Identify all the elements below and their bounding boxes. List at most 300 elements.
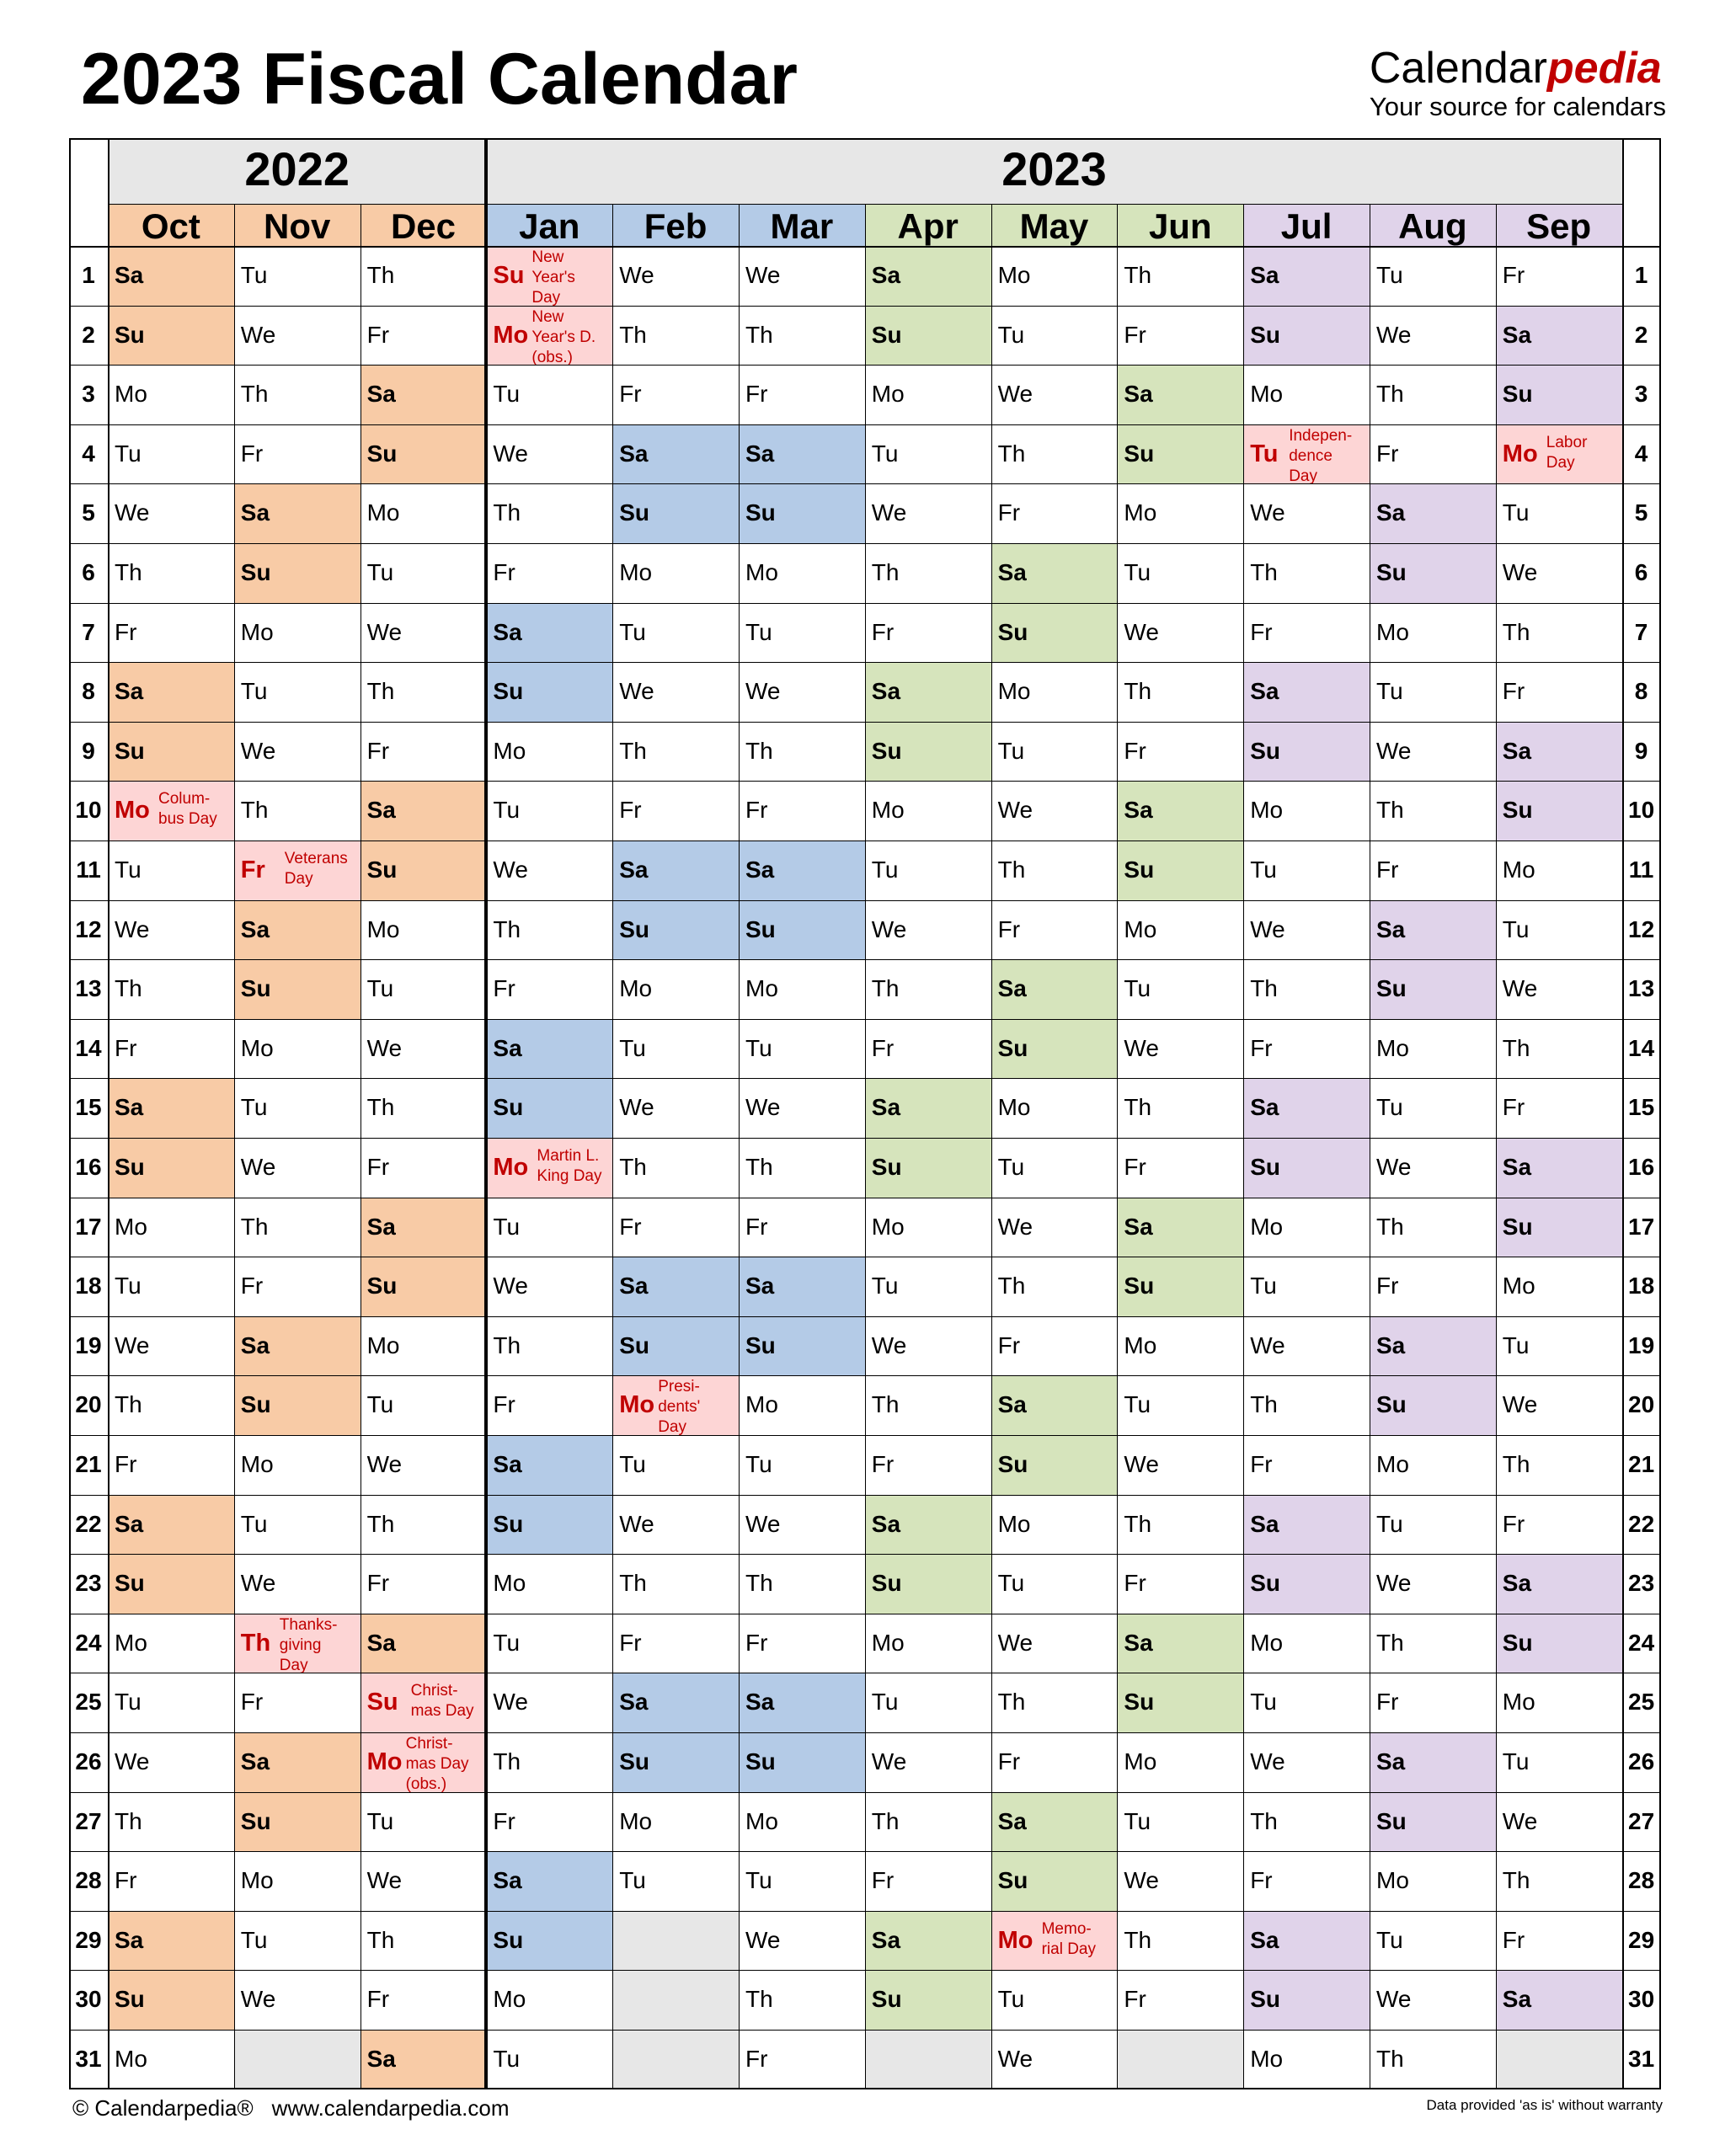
weekday-label: We — [493, 1273, 528, 1299]
day-cell — [360, 1911, 487, 1971]
holiday-label-line: Memo- — [1041, 1919, 1092, 1938]
day-cell — [108, 1732, 234, 1792]
day-cell — [1117, 900, 1243, 960]
day-cell — [991, 1673, 1118, 1732]
weekday-label: Th — [240, 381, 269, 408]
weekday-label: Th — [619, 737, 647, 764]
weekday-label: Th — [871, 1391, 900, 1418]
day-cell — [108, 603, 234, 663]
day-cell — [486, 1911, 612, 1971]
year-header-2023: 2023 — [486, 138, 1621, 204]
day-cell — [486, 306, 612, 366]
holiday-label-line: Martin L. — [537, 1147, 600, 1165]
day-cell — [108, 1019, 234, 1079]
holiday-label-line: rial Day — [1041, 1940, 1096, 1958]
weekday-label: Fr — [997, 499, 1021, 526]
weekday-label: Mo — [1124, 1331, 1157, 1358]
day-cell — [234, 781, 360, 841]
day-cell — [739, 1019, 865, 1079]
weekday-label: Su — [997, 1867, 1028, 1894]
weekday-label: Mo — [871, 1213, 905, 1240]
day-cell — [991, 1435, 1118, 1495]
weekday-label: Th — [619, 321, 647, 348]
day-cell — [991, 1316, 1118, 1376]
day-cell — [1117, 1614, 1243, 1673]
day-cell — [234, 246, 360, 306]
day-cell — [865, 1078, 991, 1138]
day-cell — [1496, 900, 1622, 960]
day-cell — [1496, 1078, 1622, 1138]
day-cell — [360, 1198, 487, 1257]
weekday-label: Sa — [240, 499, 270, 526]
day-cell — [1117, 1138, 1243, 1198]
weekday-label: Su — [1502, 1629, 1533, 1656]
weekday-label: Sa — [997, 1807, 1027, 1834]
day-cell — [991, 781, 1118, 841]
weekday-label: Su — [1250, 321, 1280, 348]
month-header-mar: Mar — [739, 204, 865, 246]
weekday-label: Tu — [1124, 975, 1151, 1002]
day-cell — [739, 1554, 865, 1614]
day-cell — [108, 306, 234, 366]
weekday-label: Tu — [997, 737, 1025, 764]
website-link[interactable]: www.calendarpedia.com — [271, 2095, 510, 2121]
day-number-right: 3 — [1634, 381, 1648, 408]
day-cell — [739, 841, 865, 900]
day-cell — [612, 662, 739, 722]
month-header-may: May — [991, 204, 1118, 246]
empty-cell — [865, 2030, 991, 2089]
weekday-label: Tu — [240, 678, 268, 705]
weekday-label: Mo — [493, 1986, 526, 2013]
weekday-label: Mo — [1376, 1451, 1409, 1477]
weekday-label: Mo — [745, 1807, 778, 1834]
weekday-label: Tu — [240, 1510, 268, 1537]
day-cell — [865, 1911, 991, 1971]
day-cell — [486, 841, 612, 900]
weekday-label: Th — [1124, 262, 1152, 288]
weekday-label: We — [1502, 559, 1538, 585]
day-cell — [991, 1911, 1118, 1971]
weekday-label: Tu — [240, 1926, 268, 1953]
day-cell — [1496, 483, 1622, 543]
day-cell — [234, 1078, 360, 1138]
weekday-label: Sa — [1124, 1629, 1153, 1656]
weekday-label: Th — [240, 1629, 271, 1657]
day-cell — [865, 662, 991, 722]
day-cell — [486, 1614, 612, 1673]
weekday-label: We — [871, 1748, 907, 1774]
day-cell — [1370, 2030, 1496, 2089]
weekday-label: Fr — [1376, 857, 1399, 883]
day-cell — [991, 424, 1118, 484]
day-cell — [1243, 1792, 1370, 1852]
copyright-text: © Calendarpedia® — [72, 2095, 254, 2121]
day-cell — [739, 365, 865, 424]
day-cell — [234, 1614, 360, 1673]
weekday-label: Su — [1124, 1689, 1155, 1716]
weekday-label: Sa — [871, 1510, 901, 1537]
day-cell — [234, 1375, 360, 1435]
weekday-label: We — [366, 1451, 403, 1477]
weekday-label: Th — [871, 559, 900, 585]
day-cell — [108, 900, 234, 960]
day-number-left: 17 — [75, 1213, 102, 1240]
weekday-label: We — [745, 262, 781, 288]
month-header-jul: Jul — [1243, 204, 1370, 246]
holiday-label — [280, 1615, 338, 1673]
weekday-label: Mo — [1502, 857, 1535, 883]
day-cell — [1370, 1792, 1496, 1852]
weekday-label: Su — [745, 1748, 776, 1774]
weekday-label: We — [1124, 1034, 1159, 1061]
day-cell — [991, 365, 1118, 424]
grid-border — [69, 138, 71, 2089]
weekday-label: Th — [115, 975, 142, 1002]
holiday-label-line: Indepen- — [1289, 426, 1353, 445]
weekday-label: Fr — [115, 1451, 137, 1477]
weekday-label: Mo — [1250, 2046, 1284, 2072]
day-cell — [360, 543, 487, 603]
day-cell — [1117, 1375, 1243, 1435]
day-cell — [108, 1138, 234, 1198]
weekday-label: Fr — [1250, 1034, 1273, 1061]
weekday-label: We — [1376, 321, 1412, 348]
day-number-right: 7 — [1634, 618, 1648, 645]
weekday-label: Su — [1250, 1570, 1280, 1597]
weekday-label: Fr — [115, 618, 137, 645]
day-cell — [865, 1792, 991, 1852]
month-header-feb: Feb — [612, 204, 739, 246]
day-cell — [234, 1554, 360, 1614]
day-cell — [486, 1375, 612, 1435]
day-number-right: 1 — [1634, 262, 1648, 288]
day-cell — [612, 603, 739, 663]
weekday-label: Th — [997, 1273, 1026, 1299]
day-cell — [612, 900, 739, 960]
day-cell — [991, 603, 1118, 663]
weekday-label: Su — [745, 1331, 776, 1358]
day-cell — [1243, 424, 1370, 484]
weekday-label: Mo — [240, 1034, 274, 1061]
day-cell — [1496, 1792, 1622, 1852]
weekday-label: Mo — [1124, 1748, 1157, 1774]
day-cell — [360, 1257, 487, 1316]
weekday-label: Su — [1250, 1986, 1280, 2013]
day-cell — [991, 1257, 1118, 1316]
day-cell — [1496, 1970, 1622, 2030]
weekday-label: Tu — [1250, 857, 1277, 883]
holiday-label-line: dence — [1289, 446, 1332, 465]
weekday-label: Tu — [1376, 1926, 1403, 1953]
weekday-label: Tu — [619, 1867, 646, 1894]
weekday-label: Sa — [240, 915, 270, 942]
day-cell — [486, 2030, 612, 2089]
weekday-label: Su — [1250, 737, 1280, 764]
weekday-label: Tu — [1376, 1094, 1403, 1121]
day-cell — [739, 603, 865, 663]
weekday-label: Sa — [366, 1213, 396, 1240]
day-cell — [865, 1495, 991, 1555]
day-cell — [360, 841, 487, 900]
weekday-label: Sa — [493, 1451, 522, 1477]
day-cell — [991, 1495, 1118, 1555]
day-cell — [739, 1970, 865, 2030]
grid-line — [1622, 138, 1624, 2089]
day-cell — [108, 662, 234, 722]
weekday-label: Sa — [745, 440, 775, 467]
weekday-label: Tu — [1376, 1510, 1403, 1537]
day-cell — [1243, 543, 1370, 603]
weekday-label: Fr — [1502, 678, 1525, 705]
weekday-label: Tu — [366, 1807, 394, 1834]
month-header-nov: Nov — [234, 204, 360, 246]
day-cell — [739, 1078, 865, 1138]
month-header-sep: Sep — [1496, 204, 1622, 246]
weekday-label: Th — [366, 1094, 395, 1121]
day-cell — [1117, 1257, 1243, 1316]
weekday-label: Sa — [619, 1689, 649, 1716]
weekday-label: We — [745, 678, 781, 705]
day-cell — [1370, 781, 1496, 841]
weekday-label: Tu — [1250, 1689, 1277, 1716]
day-cell — [1243, 1614, 1370, 1673]
weekday-label: We — [1124, 618, 1159, 645]
day-cell — [991, 1970, 1118, 2030]
weekday-label: Th — [1250, 1391, 1278, 1418]
day-number-right: 24 — [1628, 1629, 1655, 1656]
day-number-left: 31 — [75, 2046, 102, 2072]
day-cell — [108, 1495, 234, 1555]
weekday-label: Mo — [997, 1926, 1033, 1954]
day-cell — [991, 1375, 1118, 1435]
day-cell — [1117, 1019, 1243, 1079]
weekday-label: Fr — [366, 1570, 390, 1597]
weekday-label: Sa — [745, 857, 775, 883]
weekday-label: Sa — [997, 1391, 1027, 1418]
day-cell — [612, 424, 739, 484]
day-cell — [486, 722, 612, 782]
weekday-label: We — [745, 1926, 781, 1953]
weekday-label: Su — [1376, 1807, 1407, 1834]
weekday-label: Mo — [997, 1094, 1031, 1121]
day-cell — [612, 959, 739, 1019]
holiday-label-line: New — [531, 307, 564, 326]
weekday-label: Sa — [366, 1629, 396, 1656]
weekday-label: Sa — [619, 440, 649, 467]
day-cell — [486, 662, 612, 722]
day-number-right: 30 — [1628, 1986, 1655, 2013]
day-cell — [234, 603, 360, 663]
day-cell — [1496, 1198, 1622, 1257]
day-number-left: 3 — [82, 381, 95, 408]
day-cell — [1117, 1911, 1243, 1971]
day-cell — [1370, 365, 1496, 424]
day-cell — [234, 1970, 360, 2030]
holiday-label — [285, 849, 348, 889]
holiday-label-line: Year's — [531, 269, 575, 286]
weekday-label: We — [366, 1034, 403, 1061]
weekday-label: Tu — [745, 1034, 772, 1061]
day-cell — [739, 1138, 865, 1198]
weekday-label: Su — [115, 737, 145, 764]
day-cell — [1243, 1673, 1370, 1732]
weekday-label: Fr — [619, 1213, 642, 1240]
day-number-left: 5 — [82, 499, 95, 526]
weekday-label: We — [115, 1748, 150, 1774]
day-cell — [108, 1970, 234, 2030]
day-cell — [360, 246, 487, 306]
weekday-label: Th — [997, 857, 1026, 883]
day-number-right: 4 — [1634, 440, 1648, 467]
weekday-label: Tu — [997, 1986, 1025, 2013]
weekday-label: Mo — [493, 1570, 526, 1597]
day-cell — [612, 1138, 739, 1198]
weekday-label: Tu — [997, 1154, 1025, 1180]
day-cell — [108, 722, 234, 782]
weekday-label: Th — [1124, 678, 1152, 705]
day-cell — [1496, 781, 1622, 841]
weekday-label: We — [997, 381, 1033, 408]
day-cell — [1370, 1316, 1496, 1376]
day-cell — [865, 781, 991, 841]
day-cell — [360, 1673, 487, 1732]
day-number-right: 22 — [1628, 1510, 1655, 1537]
day-cell — [486, 1554, 612, 1614]
weekday-label: Su — [871, 737, 902, 764]
weekday-label: Tu — [619, 1451, 646, 1477]
day-cell — [486, 1673, 612, 1732]
day-cell — [1117, 1673, 1243, 1732]
day-cell — [865, 246, 991, 306]
weekday-label: Th — [871, 1807, 900, 1834]
page-title: 2023 Fiscal Calendar — [81, 39, 798, 120]
weekday-label: Fr — [493, 975, 515, 1002]
day-cell — [612, 1198, 739, 1257]
day-number-left: 29 — [75, 1926, 102, 1953]
day-cell — [1496, 1019, 1622, 1079]
weekday-label: Th — [1124, 1510, 1152, 1537]
day-cell — [360, 1316, 487, 1376]
day-number-left: 8 — [82, 678, 95, 705]
weekday-label: Mo — [1250, 1213, 1284, 1240]
day-cell — [865, 1435, 991, 1495]
day-cell — [1370, 1673, 1496, 1732]
weekday-label: We — [1502, 1807, 1538, 1834]
day-cell — [360, 959, 487, 1019]
holiday-label-line: giving — [279, 1636, 322, 1654]
weekday-label: Fr — [1502, 1926, 1525, 1953]
weekday-label: Fr — [1250, 1451, 1273, 1477]
day-cell — [865, 603, 991, 663]
footer-copyright — [72, 2095, 509, 2121]
day-cell — [1370, 1435, 1496, 1495]
holiday-label — [158, 789, 217, 830]
day-cell — [739, 1316, 865, 1376]
day-number-right: 9 — [1634, 737, 1648, 764]
day-number-right: 27 — [1628, 1807, 1655, 1834]
year-header-2022: 2022 — [108, 138, 486, 204]
weekday-label: We — [1502, 1391, 1538, 1418]
holiday-label — [531, 248, 575, 306]
day-number-right: 13 — [1628, 975, 1655, 1002]
weekday-label: Sa — [619, 857, 649, 883]
day-cell — [486, 543, 612, 603]
weekday-label: Su — [1502, 1213, 1533, 1240]
day-cell — [360, 424, 487, 484]
day-cell — [108, 1435, 234, 1495]
weekday-label: We — [745, 1094, 781, 1121]
day-cell — [1243, 483, 1370, 543]
weekday-label: We — [240, 1154, 276, 1180]
weekday-label: We — [1250, 1748, 1285, 1774]
weekday-label: Sa — [493, 618, 522, 645]
day-number-left: 13 — [75, 975, 102, 1002]
day-cell — [234, 900, 360, 960]
weekday-label: Tu — [871, 857, 899, 883]
weekday-label: Th — [1250, 975, 1278, 1002]
month-header-oct: Oct — [108, 204, 234, 246]
weekday-label: Fr — [1250, 618, 1273, 645]
weekday-label: Fr — [745, 2046, 768, 2072]
weekday-label: Mo — [493, 1154, 529, 1181]
weekday-label: Su — [619, 1748, 649, 1774]
day-number-left: 1 — [82, 262, 95, 288]
day-cell — [1117, 246, 1243, 306]
holiday-label — [537, 1146, 601, 1187]
grid-border — [1659, 138, 1661, 2089]
day-cell — [108, 1375, 234, 1435]
weekday-label: Tu — [1250, 440, 1279, 467]
day-cell — [1496, 1138, 1622, 1198]
holiday-label-line: Christ- — [405, 1735, 453, 1753]
day-cell — [360, 1375, 487, 1435]
weekday-label: Tu — [240, 262, 268, 288]
weekday-label: Sa — [240, 1748, 270, 1774]
day-cell — [739, 543, 865, 603]
day-cell — [1243, 1375, 1370, 1435]
weekday-label: Fr — [240, 1273, 264, 1299]
day-cell — [739, 246, 865, 306]
holiday-label-line: New — [531, 248, 564, 266]
weekday-label: Th — [997, 1689, 1026, 1716]
weekday-label: Sa — [1502, 321, 1532, 348]
day-cell — [612, 841, 739, 900]
weekday-label: Fr — [1124, 1570, 1146, 1597]
weekday-label: Mo — [745, 1391, 778, 1418]
weekday-label: Su — [493, 1510, 524, 1537]
day-number-right: 8 — [1634, 678, 1648, 705]
calendarpedia-logo — [1370, 44, 1666, 121]
holiday-label-line: Day — [658, 1418, 686, 1435]
day-cell — [865, 1375, 991, 1435]
weekday-label: Tu — [115, 1689, 142, 1716]
weekday-label: Tu — [1502, 915, 1530, 942]
day-cell — [1117, 306, 1243, 366]
day-cell — [360, 1614, 487, 1673]
weekday-label: We — [240, 1570, 276, 1597]
weekday-label: Fr — [619, 797, 642, 824]
day-cell — [865, 1673, 991, 1732]
weekday-label: Tu — [1250, 1273, 1277, 1299]
weekday-label: We — [115, 1331, 150, 1358]
weekday-label: Mo — [1124, 915, 1157, 942]
weekday-label: We — [619, 1094, 654, 1121]
day-number-left: 14 — [75, 1034, 102, 1061]
day-cell — [612, 1257, 739, 1316]
day-cell — [739, 1435, 865, 1495]
day-cell — [612, 1554, 739, 1614]
